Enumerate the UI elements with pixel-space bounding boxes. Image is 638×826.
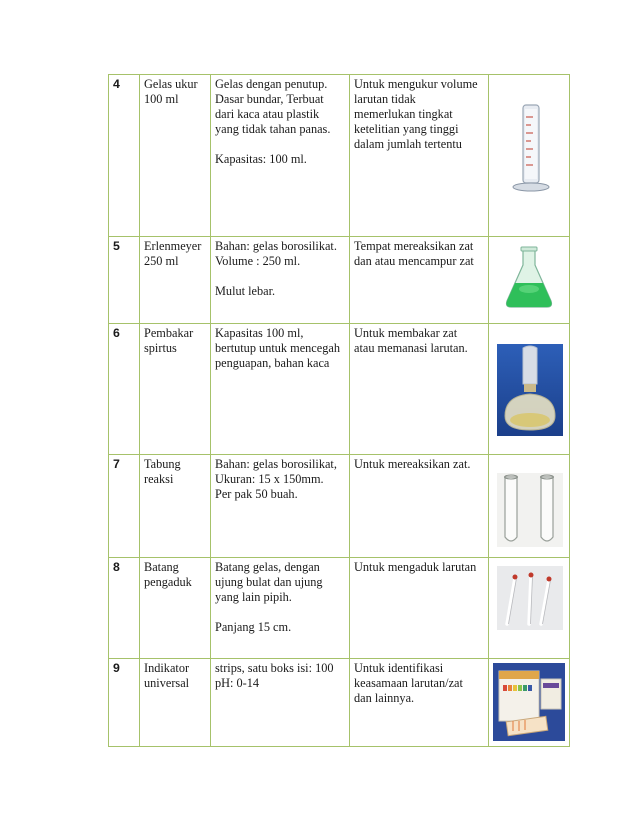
item-name: Erlenmeyer 250 ml [140,237,211,324]
item-spec: Batang gelas, dengan ujung bulat dan ujung yang lain pipih. Panjang 15 cm. [211,558,350,659]
equipment-table [108,74,570,747]
item-function: Untuk mengaduk larutan [350,558,489,659]
test-tubes-image [497,473,563,547]
row-number: 7 [109,455,140,558]
stirring-rods-image [497,566,563,630]
item-image-cell [489,659,570,747]
table-row [109,237,570,324]
item-name: Batang pengaduk [140,558,211,659]
item-function: Tempat mereaksikan zat dan atau mencampur zat [350,237,489,324]
item-name: Pembakar spirtus [140,324,211,455]
item-image-cell [489,237,570,324]
item-function: Untuk mengukur volume larutan tidak memerlukan tingkat ketelitian yang tinggi dalam jumlah tertentu [350,75,489,237]
item-name: Gelas ukur 100 ml [140,75,211,237]
row-number: 9 [109,659,140,747]
ph-indicator-box-image [493,663,565,741]
item-function: Untuk membakar zat atau memanasi larutan. [350,324,489,455]
item-spec: Gelas dengan penutup. Dasar bundar, Terbuat dari kaca atau plastik yang tidak tahan panas. Kapasitas: 100 ml. [211,75,350,237]
item-spec: Bahan: gelas borosilikat. Volume : 250 ml. Mulut lebar. [211,237,350,324]
item-name: Tabung reaksi [140,455,211,558]
table-row [109,75,570,237]
item-image-cell [489,455,570,558]
table-row [109,455,570,558]
item-spec: strips, satu boks isi: 100 pH: 0-14 [211,659,350,747]
row-number: 8 [109,558,140,659]
row-number: 5 [109,237,140,324]
item-function: Untuk identifikasi keasamaan larutan/zat dan lainnya. [350,659,489,747]
item-name: Indikator universal [140,659,211,747]
row-number: 6 [109,324,140,455]
item-spec: Bahan: gelas borosilikat, Ukuran: 15 x 150mm. Per pak 50 buah. [211,455,350,558]
table-row [109,558,570,659]
item-image-cell [489,324,570,455]
graduated-cylinder-image [509,103,553,193]
item-image-cell [489,558,570,659]
erlenmeyer-flask-image [503,245,555,309]
item-function: Untuk mereaksikan zat. [350,455,489,558]
item-spec: Kapasitas 100 ml, bertutup untuk mencegah penguapan, bahan kaca [211,324,350,455]
table-row [109,659,570,747]
spirit-burner-image [497,344,563,436]
item-image-cell [489,75,570,237]
row-number: 4 [109,75,140,237]
table-row [109,324,570,455]
